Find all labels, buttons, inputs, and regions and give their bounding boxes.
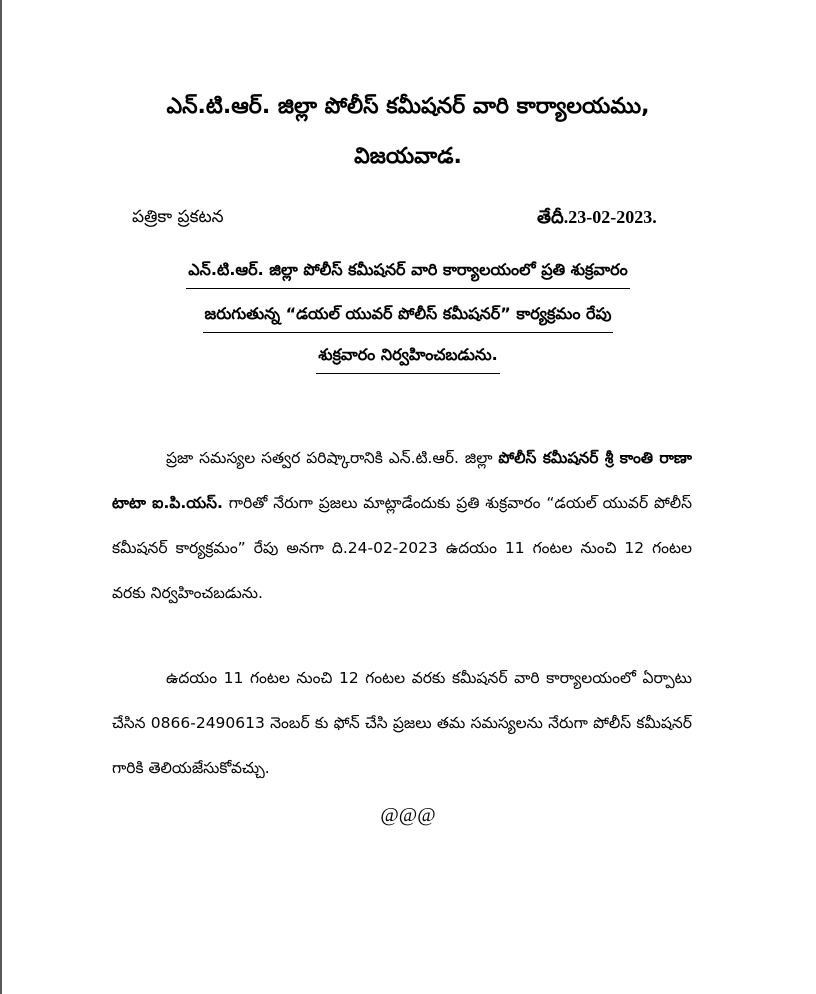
subject-line-2 xyxy=(0,302,816,333)
end-mark: @@@ xyxy=(380,804,436,826)
paragraph-2-text: ఉదయం 11 గంటల నుంచి 12 గంటల వరకు కమీషనర్ వారి కార్యాలయంలో ఏర్పాటు చేసిన 0866-2490613 నెంబర్ కు ఫోన్ చేసి ప్రజలు తమ సమస్యలను నేరుగా పోలీస్ కమీషనర్ గారికి తెలియజేసుకోవచ్చు. xyxy=(112,669,692,777)
office-title: ఎన్.టి.ఆర్. జిల్లా పోలీస్ కమీషనర్ వారి కార్యాలయము, xyxy=(166,94,650,119)
subject-line-1 xyxy=(0,258,816,289)
body-paragraph-1 xyxy=(112,436,692,616)
release-date: తేదీ.23-02-2023. xyxy=(537,207,657,227)
subject-line-3-text: శుక్రవారం నిర్వహించబడును. xyxy=(316,343,500,374)
paragraph-1-intro: ప్రజా సమస్యల సత్వర పరిష్కారానికి ఎన్.టి.ఆర్. జిల్లా xyxy=(166,449,493,467)
commissioner-name: పోలీస్ కమీషనర్ శ్రీ కాంతి రాణా టాటా ఐ.పి.యస్. xyxy=(112,449,692,512)
subject-line-2-text: జరుగుతున్న “డయల్ యువర్ పోలీస్ కమీషనర్” కార్యక్రమం రేపు xyxy=(203,302,614,333)
subject-line-3 xyxy=(0,343,816,374)
subject-line-1-text: ఎన్.టి.ఆర్. జిల్లా పోలీస్ కమీషనర్ వారి కార్యాలయంలో ప్రతి శుక్రవారం xyxy=(186,258,629,289)
office-city: విజయవాడ. xyxy=(354,144,462,169)
paragraph-1-rest: గారితో నేరుగా ప్రజలు మాట్లాడేందుకు ప్రతి శుక్రవారం “డయల్ యువర్ పోలీస్ కమీషనర్ కార్యక్రమం” రేపు అనగా ది.24-02-2023 ఉదయం 11 గంటల నుంచి 12 గంటల వరకు నిర్వహించబడును. xyxy=(112,494,692,602)
press-release-label: పత్రికా ప్రకటన xyxy=(132,207,224,227)
body-paragraph-2 xyxy=(112,656,692,791)
